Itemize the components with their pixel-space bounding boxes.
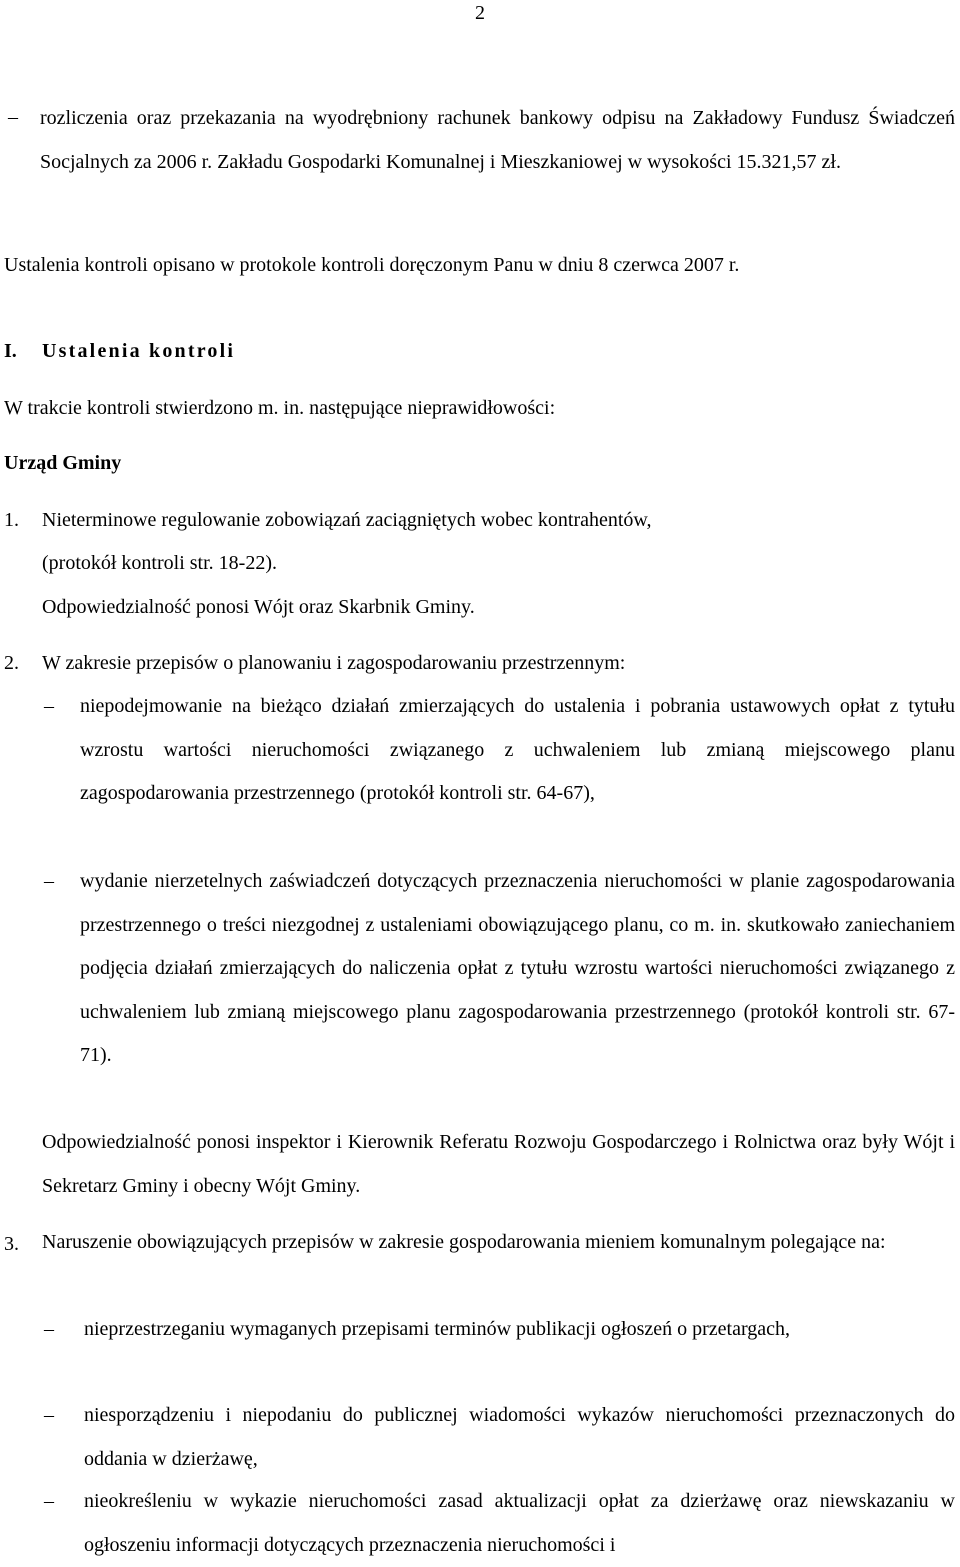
finding-1-number: 1. bbox=[4, 509, 19, 531]
finding-2-bullet-1: niepodejmowanie na bieżąco działań zmierzających do ustalenia i pobrania ustawowych opłat z tytułu wzrostu wartości nieruchomości związanego z uchwaleniem lub zmianą miejscowego planu zagospodarowania przestrzennego (protokół kontroli str. 64-67), bbox=[80, 695, 955, 804]
section-subheading: Urząd Gminy bbox=[4, 452, 122, 474]
finding-2-bullet-1-marker: – bbox=[44, 695, 54, 717]
finding-3-bullet-1: nieprzestrzeganiu wymaganych przepisami terminów publikacji ogłoszeń o przetargach, bbox=[84, 1318, 791, 1340]
finding-1-text: Nieterminowe regulowanie zobowiązań zaciągniętych wobec kontrahentów, bbox=[42, 509, 652, 531]
finding-3-bullet-1-marker: – bbox=[44, 1318, 54, 1340]
page-number: 2 bbox=[475, 2, 485, 24]
finding-1-responsibility: Odpowiedzialność ponosi Wójt oraz Skarbnik Gminy. bbox=[42, 596, 475, 618]
section-intro: W trakcie kontroli stwierdzono m. in. następujące nieprawidłowości: bbox=[4, 397, 556, 419]
finding-3-text: Naruszenie obowiązujących przepisów w zakresie gospodarowania mieniem komunalnym polegające na: bbox=[42, 1231, 886, 1253]
finding-2-responsibility: Odpowiedzialność ponosi inspektor i Kierownik Referatu Rozwoju Gospodarczego i Rolnictwa oraz były Wójt i Sekretarz Gminy i obecny Wójt Gminy. bbox=[42, 1131, 955, 1197]
finding-1-ref: (protokół kontroli str. 18-22). bbox=[42, 552, 277, 574]
finding-2-bullet-2-marker: – bbox=[44, 870, 54, 892]
finding-3-bullet-2-marker: – bbox=[44, 1404, 54, 1426]
finding-2-text: W zakresie przepisów o planowaniu i zagospodarowaniu przestrzennym: bbox=[42, 652, 626, 674]
finding-3-number: 3. bbox=[4, 1233, 19, 1255]
section-number: I. bbox=[4, 340, 17, 362]
intro-dash-marker: – bbox=[8, 106, 18, 128]
intro-item-text: rozliczenia oraz przekazania na wyodrębniony rachunek bankowy odpisu na Zakładowy Fundusz Świadczeń Socjalnych za 2006 r. Zakładu Gospodarki Komunalnej i Mieszkaniowej w wysokości 15.321,57 zł. bbox=[40, 107, 955, 173]
protocol-note: Ustalenia kontroli opisano w protokole kontroli doręczonym Panu w dniu 8 czerwca 2007 r. bbox=[4, 254, 740, 276]
finding-2-bullet-2: wydanie nierzetelnych zaświadczeń dotyczących przeznaczenia nieruchomości w planie zagospodarowania przestrzennego o treści niezgodnej z ustaleniami obowiązującego planu, co m. in. skutkowało zaniechaniem podjęcia działań zmierzających do naliczenia opłat z tytułu wzrostu wartości nieruchomości związanego z uchwaleniem lub zmianą miejscowego planu zagospodarowania przestrzennego (protokół kontroli str. 67-71). bbox=[80, 870, 955, 1066]
finding-2-number: 2. bbox=[4, 652, 19, 674]
finding-3-bullet-3: nieokreśleniu w wykazie nieruchomości zasad aktualizacji opłat za dzierżawę oraz niewskazaniu w ogłoszeniu informacji dotyczących przeznaczenia nieruchomości i bbox=[84, 1490, 955, 1556]
finding-3-bullet-2: niesporządzeniu i niepodaniu do publicznej wiadomości wykazów nieruchomości przeznaczonych do oddania w dzierżawę, bbox=[84, 1404, 955, 1470]
finding-3-bullet-3-marker: – bbox=[44, 1490, 54, 1512]
section-title: Ustalenia kontroli bbox=[42, 340, 236, 362]
